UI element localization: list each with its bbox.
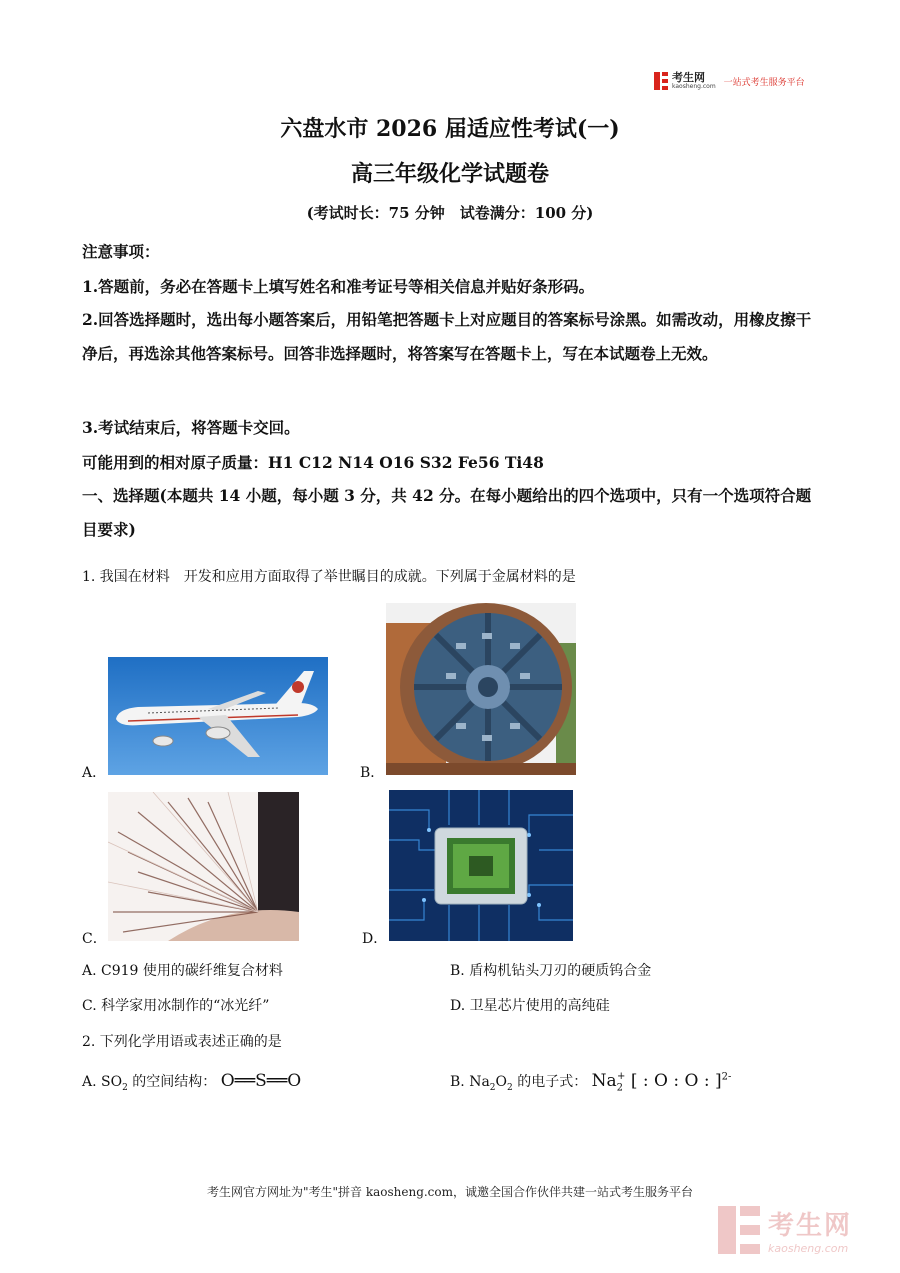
logo-name: 考生网 <box>672 70 705 84</box>
watermark-name: 考生网 <box>768 1211 853 1241</box>
silicon-chip-image <box>389 790 573 941</box>
q1-choice-c: C. 科学家用冰制作的“冰光纤” <box>82 998 270 1014</box>
q2-choice-b-suffix: 的电子式： <box>512 1074 588 1090</box>
peroxide-ion: [ : O : O : ] <box>630 1071 722 1091</box>
airplane-image <box>108 657 328 775</box>
image-label-b: B． <box>360 765 385 781</box>
watermark-logo-icon <box>718 1206 762 1254</box>
tunnel-boring-machine-image <box>386 603 576 775</box>
question-2-stem: 2. 下列化学用语或表述正确的是 <box>82 1034 282 1050</box>
notice-item-2: 2.回答选择题时，选出每小题答案后，用铅笔把答题卡上对应题目的答案标号涂黑。如需改动，用橡皮擦干净后，再选涂其他答案标号。回答非选择题时，将答案写在答题卡上，写在本试题卷上无效。 <box>82 310 812 363</box>
so2-structure-formula: O══S══O <box>220 1071 302 1091</box>
exam-title: 六盘水市 2026 届适应性考试(一) <box>280 116 620 142</box>
q2-choice-b-prefix: B. Na <box>450 1074 490 1090</box>
q2-choice-b-sub2: 2 <box>507 1082 513 1093</box>
q2-choice-b <box>450 1071 731 1093</box>
na2o2-electron-formula: $Na_2^+$ [ : O : O : ]$^{2-}$ <box>591 1071 732 1094</box>
section-heading: 一、选择题(本题共 14 小题，每小题 3 分，共 42 分。在每小题给出的四个选项中，只有一个选项符合题目要求) <box>82 486 812 539</box>
question-1-stem: 1. 我国在材料 开发和应用方面取得了举世瞩目的成就。下列属于金属材料的是 <box>82 569 576 585</box>
na-symbol: Na <box>591 1071 617 1091</box>
notice-heading: 注意事项： <box>82 242 160 261</box>
exam-subtitle: 高三年级化学试题卷 <box>350 161 549 187</box>
atomic-mass-line: 可能用到的相对原子质量：H1 C12 N14 O16 S32 Fe56 Ti48 <box>82 453 544 472</box>
q1-choice-d: D. 卫星芯片使用的高纯硅 <box>450 998 610 1014</box>
notice-item-1: 1.答题前，务必在答题卡上填写姓名和准考证号等相关信息并贴好条形码。 <box>82 277 595 296</box>
q2-choice-a-suffix: 的空间结构： <box>127 1074 217 1090</box>
watermark-domain: kaosheng.com <box>768 1242 849 1255</box>
q1-choice-a: A. C919 使用的碳纤维复合材料 <box>82 963 283 979</box>
q1-choice-b: B. 盾构机钻头刀刃的硬质钨合金 <box>450 963 652 979</box>
notice-item-3: 3.考试结束后，将答题卡交回。 <box>82 418 300 437</box>
q2-choice-a <box>82 1071 301 1093</box>
q2-choice-a-sub: 2 <box>122 1082 128 1093</box>
kaosheng-watermark <box>718 1205 852 1255</box>
ice-fiber-image <box>108 792 299 941</box>
image-label-d: D． <box>362 931 388 947</box>
kaosheng-logo-icon <box>654 72 668 90</box>
logo-slogan: 一站式考生服务平台 <box>723 77 805 88</box>
kaosheng-logo[interactable] <box>654 72 805 90</box>
logo-domain: kaosheng.com <box>672 82 716 90</box>
q2-choice-a-prefix: A. SO <box>82 1074 123 1090</box>
image-label-a: A． <box>82 765 107 781</box>
q2-choice-b-sub1: 2 <box>489 1082 496 1093</box>
q2-choice-b-mid: O <box>495 1074 508 1090</box>
exam-duration: (考试时长：75 分钟 试卷满分：100 分) <box>306 204 594 222</box>
footer-text: 考生网官方网址为"考生"拼音 kaosheng.com，诚邀全国合作伙伴共建一站式考生服务平台 <box>206 1185 694 1199</box>
peroxide-charge: 2- <box>721 1071 732 1083</box>
image-label-c: C． <box>82 931 107 947</box>
